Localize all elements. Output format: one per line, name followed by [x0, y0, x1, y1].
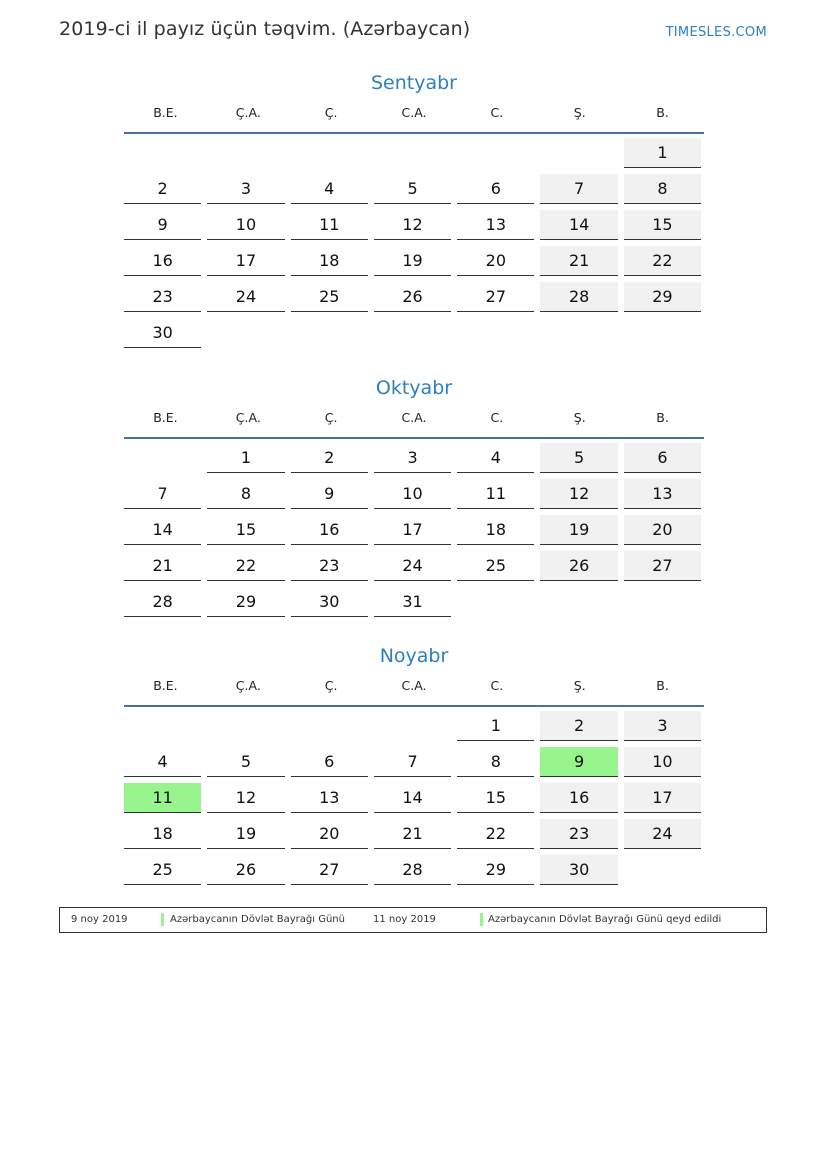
day-cell[interactable]: 15: [207, 515, 284, 545]
day-cell[interactable]: 21: [374, 819, 451, 849]
day-cell[interactable]: 24: [374, 551, 451, 581]
empty-day-cell: [291, 711, 368, 741]
month-november: [124, 641, 704, 891]
month-september: [124, 68, 704, 354]
day-cell[interactable]: 2: [124, 174, 201, 204]
day-cell[interactable]: 31: [374, 587, 451, 617]
day-cell[interactable]: 9: [291, 479, 368, 509]
day-cell[interactable]: 23: [124, 282, 201, 312]
day-grid: [124, 443, 704, 623]
weekday-label: B.E.: [153, 105, 178, 120]
legend-label: Azərbaycanın Dövlət Bayrağı Günü: [170, 914, 345, 925]
empty-day-cell: [624, 855, 701, 885]
day-cell[interactable]: 17: [624, 783, 701, 813]
day-cell[interactable]: 26: [207, 855, 284, 885]
day-grid: [124, 138, 704, 354]
day-cell[interactable]: 1: [457, 711, 534, 741]
day-cell[interactable]: 30: [124, 318, 201, 348]
day-cell[interactable]: 6: [624, 443, 701, 473]
day-cell[interactable]: 29: [457, 855, 534, 885]
empty-day-cell: [124, 443, 201, 473]
empty-day-cell: [540, 138, 617, 168]
weekday-label: B.: [656, 410, 669, 425]
day-cell[interactable]: 12: [540, 479, 617, 509]
weekday-label: C.: [490, 678, 504, 693]
empty-day-cell: [207, 711, 284, 741]
empty-day-cell: [374, 138, 451, 168]
weekday-label: Ş.: [573, 105, 586, 120]
weekday-label: C.A.: [401, 678, 427, 693]
empty-day-cell: [291, 138, 368, 168]
day-cell[interactable]: 20: [291, 819, 368, 849]
legend-color-marker: [480, 913, 483, 926]
day-cell[interactable]: 9: [124, 210, 201, 240]
empty-day-cell: [540, 587, 617, 617]
day-cell[interactable]: 26: [540, 551, 617, 581]
weekday-header: [124, 403, 704, 439]
weekday-label: Ç.A.: [235, 105, 261, 120]
day-cell[interactable]: 28: [374, 855, 451, 885]
day-cell[interactable]: 27: [624, 551, 701, 581]
day-cell[interactable]: 28: [540, 282, 617, 312]
day-cell[interactable]: 21: [124, 551, 201, 581]
day-cell[interactable]: 4: [457, 443, 534, 473]
day-cell[interactable]: 13: [457, 210, 534, 240]
weekday-label: C.: [490, 410, 504, 425]
day-cell[interactable]: 26: [374, 282, 451, 312]
empty-day-cell: [457, 318, 534, 348]
empty-day-cell: [457, 138, 534, 168]
weekday-label: Ç.: [324, 678, 338, 693]
day-cell[interactable]: 24: [207, 282, 284, 312]
day-cell[interactable]: 30: [540, 855, 617, 885]
weekday-label: C.A.: [401, 410, 427, 425]
day-cell[interactable]: 15: [457, 783, 534, 813]
day-cell[interactable]: 14: [374, 783, 451, 813]
weekday-header: [124, 671, 704, 707]
day-cell[interactable]: 19: [540, 515, 617, 545]
weekday-label: B.: [656, 678, 669, 693]
day-cell[interactable]: 3: [374, 443, 451, 473]
day-cell[interactable]: 16: [291, 515, 368, 545]
day-cell[interactable]: 19: [207, 819, 284, 849]
weekday-header: [124, 98, 704, 134]
day-cell[interactable]: 9: [540, 747, 617, 777]
legend-date: 11 noy 2019: [373, 914, 436, 925]
empty-day-cell: [624, 318, 701, 348]
day-cell[interactable]: 10: [374, 479, 451, 509]
empty-day-cell: [624, 587, 701, 617]
day-cell[interactable]: 1: [207, 443, 284, 473]
weekday-label: Ç.A.: [235, 678, 261, 693]
empty-day-cell: [540, 318, 617, 348]
day-cell[interactable]: 3: [624, 711, 701, 741]
day-cell[interactable]: 2: [540, 711, 617, 741]
day-cell[interactable]: 6: [291, 747, 368, 777]
empty-day-cell: [124, 138, 201, 168]
day-cell[interactable]: 29: [624, 282, 701, 312]
day-cell[interactable]: 17: [374, 515, 451, 545]
day-cell[interactable]: 4: [291, 174, 368, 204]
empty-day-cell: [124, 711, 201, 741]
day-cell[interactable]: 27: [291, 855, 368, 885]
day-cell[interactable]: 10: [624, 747, 701, 777]
empty-day-cell: [374, 711, 451, 741]
day-grid: [124, 711, 704, 891]
page-title: 2019-ci il payız üçün təqvim. (Azərbaycan): [59, 18, 471, 40]
day-cell[interactable]: 11: [124, 783, 201, 813]
day-cell[interactable]: 16: [540, 783, 617, 813]
day-cell[interactable]: 23: [291, 551, 368, 581]
day-cell[interactable]: 14: [124, 515, 201, 545]
day-cell[interactable]: 8: [624, 174, 701, 204]
empty-day-cell: [291, 318, 368, 348]
day-cell[interactable]: 16: [124, 246, 201, 276]
day-cell[interactable]: 6: [457, 174, 534, 204]
day-cell[interactable]: 25: [291, 282, 368, 312]
day-cell[interactable]: 21: [540, 246, 617, 276]
weekday-label: Ç.A.: [235, 410, 261, 425]
day-cell[interactable]: 20: [457, 246, 534, 276]
day-cell[interactable]: 29: [207, 587, 284, 617]
day-cell[interactable]: 20: [624, 515, 701, 545]
weekday-label: B.: [656, 105, 669, 120]
weekday-label: Ş.: [573, 678, 586, 693]
day-cell[interactable]: 11: [291, 210, 368, 240]
day-cell[interactable]: 7: [540, 174, 617, 204]
day-cell[interactable]: 5: [207, 747, 284, 777]
day-cell[interactable]: 27: [457, 282, 534, 312]
day-cell[interactable]: 8: [457, 747, 534, 777]
holiday-legend: [59, 907, 767, 933]
day-cell[interactable]: 11: [457, 479, 534, 509]
day-cell[interactable]: 3: [207, 174, 284, 204]
month-title: Sentyabr: [370, 72, 457, 94]
day-cell[interactable]: 24: [624, 819, 701, 849]
weekday-label: C.: [490, 105, 504, 120]
day-cell[interactable]: 17: [207, 246, 284, 276]
day-cell[interactable]: 25: [457, 551, 534, 581]
weekday-label: Ş.: [573, 410, 586, 425]
month-title: Oktyabr: [375, 377, 453, 399]
weekday-label: Ç.: [324, 105, 338, 120]
day-cell[interactable]: 19: [374, 246, 451, 276]
day-cell[interactable]: 22: [457, 819, 534, 849]
day-cell[interactable]: 4: [124, 747, 201, 777]
empty-day-cell: [207, 318, 284, 348]
day-cell[interactable]: 5: [374, 174, 451, 204]
day-cell[interactable]: 18: [124, 819, 201, 849]
day-cell[interactable]: 13: [291, 783, 368, 813]
day-cell[interactable]: 12: [374, 210, 451, 240]
day-cell[interactable]: 30: [291, 587, 368, 617]
day-cell[interactable]: 14: [540, 210, 617, 240]
legend-color-marker: [161, 913, 164, 926]
empty-day-cell: [457, 587, 534, 617]
day-cell[interactable]: 8: [207, 479, 284, 509]
day-cell[interactable]: 25: [124, 855, 201, 885]
empty-day-cell: [207, 138, 284, 168]
month-title: Noyabr: [379, 645, 449, 667]
weekday-label: B.E.: [153, 678, 178, 693]
legend-label: Azərbaycanın Dövlət Bayrağı Günü qeyd edildi: [488, 914, 722, 925]
day-cell[interactable]: 23: [540, 819, 617, 849]
day-cell[interactable]: 5: [540, 443, 617, 473]
day-cell[interactable]: 1: [624, 138, 701, 168]
day-cell[interactable]: 7: [124, 479, 201, 509]
weekday-label: Ç.: [324, 410, 338, 425]
legend-date: 9 noy 2019: [71, 914, 128, 925]
weekday-label: B.E.: [153, 410, 178, 425]
day-cell[interactable]: 10: [207, 210, 284, 240]
weekday-label: C.A.: [401, 105, 427, 120]
day-cell[interactable]: 18: [291, 246, 368, 276]
day-cell[interactable]: 13: [624, 479, 701, 509]
month-october: [124, 373, 704, 623]
day-cell[interactable]: 2: [291, 443, 368, 473]
empty-day-cell: [374, 318, 451, 348]
day-cell[interactable]: 22: [624, 246, 701, 276]
day-cell[interactable]: 18: [457, 515, 534, 545]
day-cell[interactable]: 12: [207, 783, 284, 813]
day-cell[interactable]: 22: [207, 551, 284, 581]
site-link[interactable]: TIMESLES.COM: [665, 25, 767, 40]
day-cell[interactable]: 28: [124, 587, 201, 617]
day-cell[interactable]: 15: [624, 210, 701, 240]
day-cell[interactable]: 7: [374, 747, 451, 777]
